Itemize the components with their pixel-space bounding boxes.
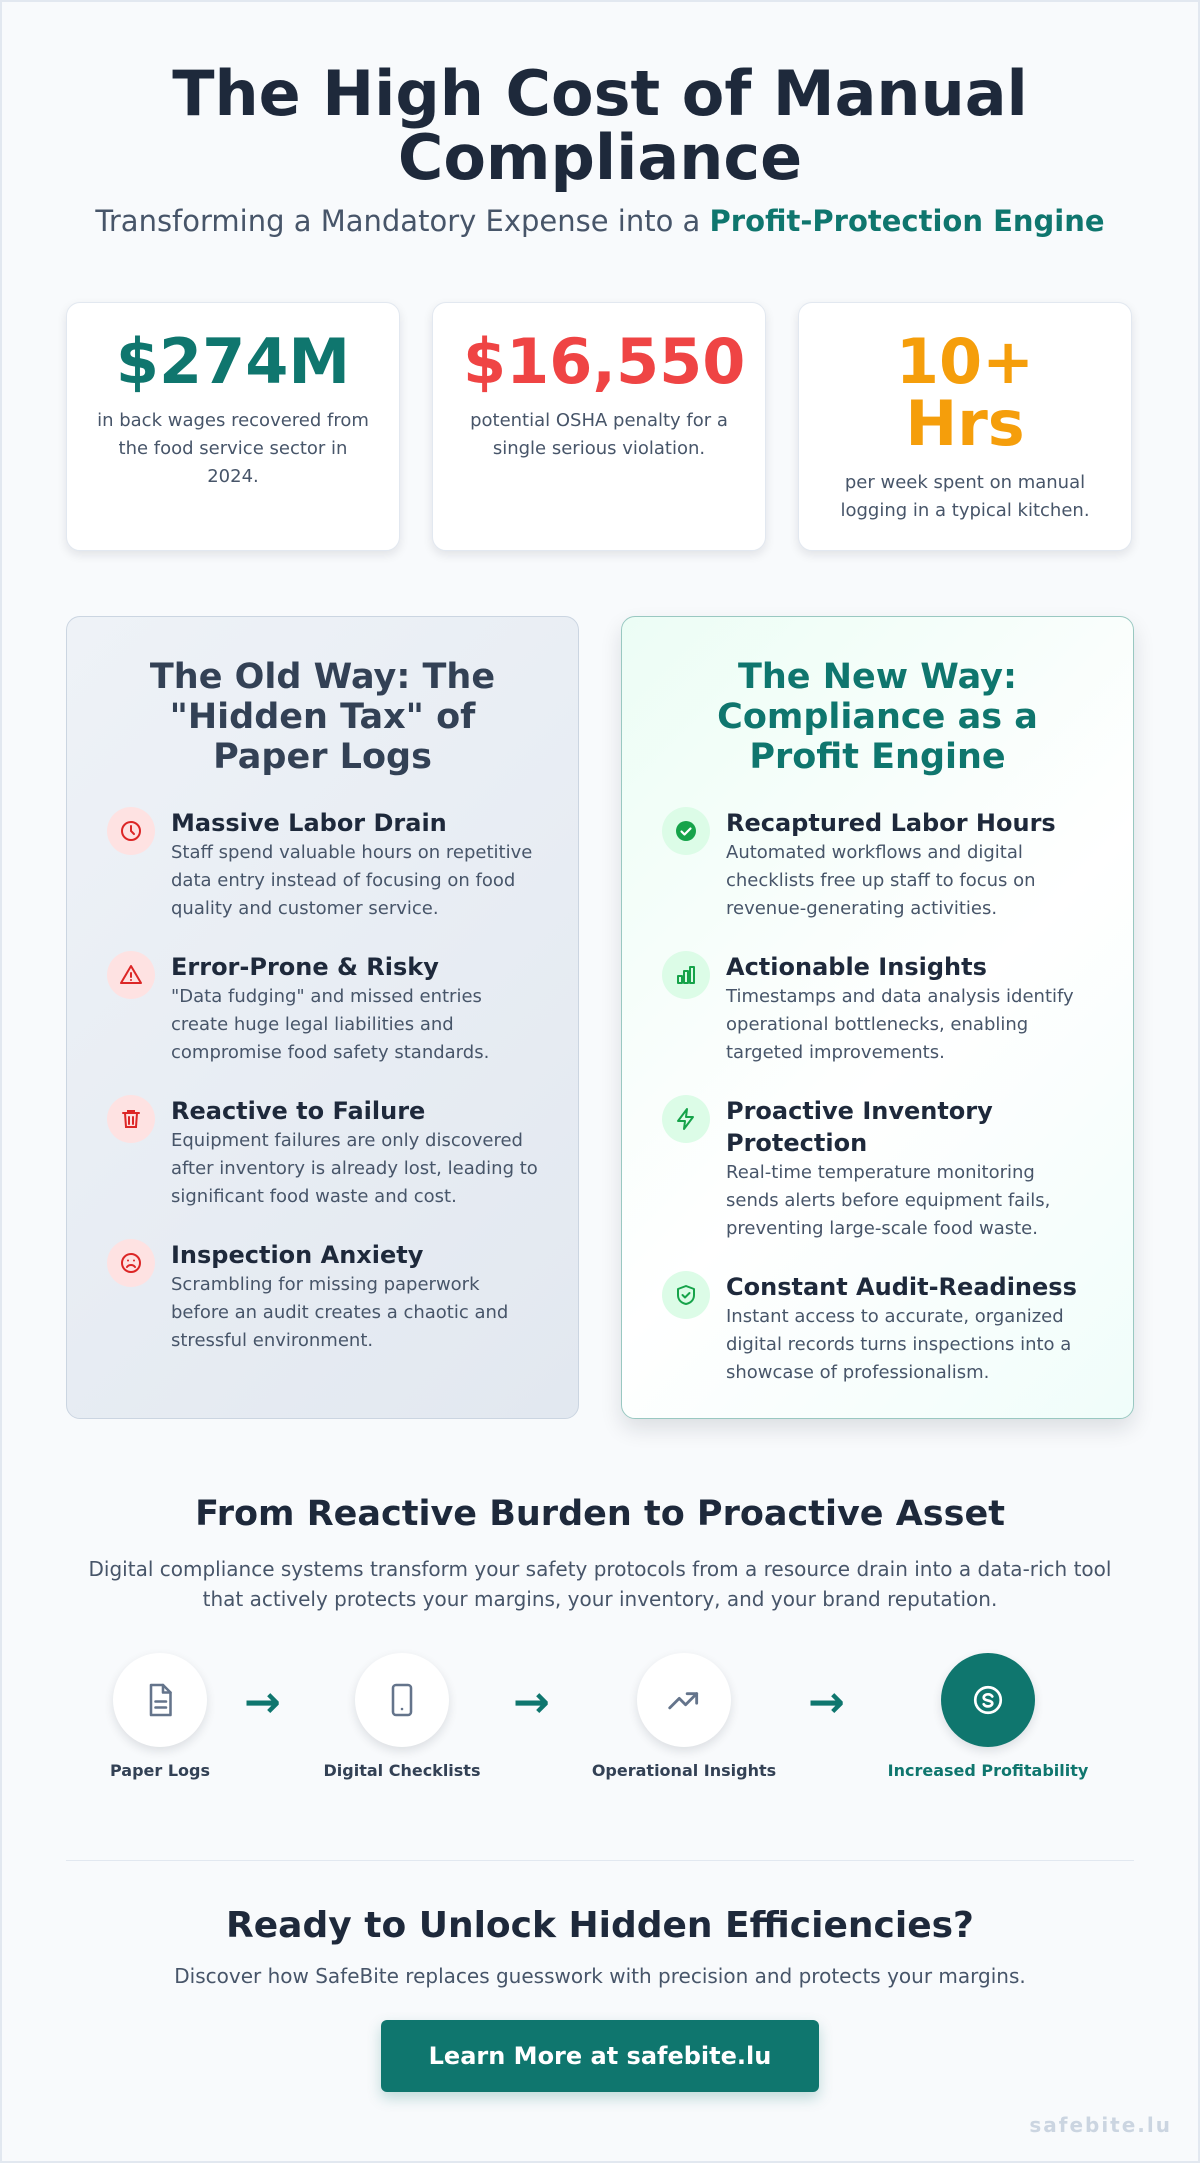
step-digital-checklists [302, 1653, 502, 1780]
item-description: "Data fudging" and missed entries create huge legal liabilities and compromise food safety standards. [171, 986, 490, 1063]
learn-more-button[interactable]: Learn More at safebite.lu [381, 2020, 819, 2092]
coin-icon [941, 1653, 1035, 1747]
stat-card-wages [66, 302, 400, 551]
item-description: Instant access to accurate, organized digital records turns inspections into a showcase of professionalism. [726, 1306, 1072, 1383]
stat-value: 10+ Hrs [895, 325, 1035, 460]
old-way-item [107, 807, 538, 923]
step-label: Operational Insights [591, 1761, 777, 1780]
subtitle-prefix: Transforming a Mandatory Expense into a [95, 204, 701, 238]
frown-icon [107, 1239, 155, 1287]
new-way-card [621, 616, 1134, 1419]
page-subtitle [0, 204, 1200, 238]
cta-title: Ready to Unlock Hidden Efficiencies? [226, 1905, 974, 1946]
item-title: Recaptured Labor Hours [726, 809, 1056, 837]
old-way-item [107, 951, 538, 1067]
tablet-icon [355, 1653, 449, 1747]
trend-up-icon [637, 1653, 731, 1747]
stat-value: $274M [115, 325, 351, 398]
warning-icon [107, 951, 155, 999]
old-way-item [107, 1239, 538, 1355]
step-increased-profitability [878, 1653, 1098, 1780]
stat-description: per week spent on manual logging in a typical kitchen. [840, 472, 1090, 521]
lightning-icon [662, 1095, 710, 1143]
stat-card-hours [798, 302, 1132, 551]
cta-section [0, 1905, 1200, 2092]
item-title: Constant Audit-Readiness [726, 1273, 1077, 1301]
journey-flow [0, 1653, 1200, 1793]
clock-icon [107, 807, 155, 855]
stats-row [66, 302, 1134, 551]
item-title: Error-Prone & Risky [171, 953, 439, 981]
step-label: Paper Logs [109, 1761, 211, 1780]
step-label: Digital Checklists [323, 1761, 481, 1780]
document-icon [113, 1653, 207, 1747]
subtitle-accent: Profit-Protection Engine [709, 204, 1105, 238]
arrow-icon: → [244, 1677, 281, 1728]
hero [0, 57, 1200, 238]
divider [66, 1860, 1134, 1861]
item-title: Proactive Inventory Protection [726, 1097, 993, 1157]
comparison [66, 616, 1134, 1419]
item-description: Timestamps and data analysis identify operational bottlenecks, enabling targeted improvements. [726, 986, 1074, 1063]
stat-value: $16,550 [463, 325, 746, 398]
arrow-icon: → [808, 1677, 845, 1728]
item-title: Reactive to Failure [171, 1097, 426, 1125]
bar-chart-icon [662, 951, 710, 999]
arrow-icon: → [513, 1677, 550, 1728]
item-title: Massive Labor Drain [171, 809, 447, 837]
journey-lead: Digital compliance systems transform your safety protocols from a resource drain into a data-rich tool that actively protects your margins, your inventory, and your brand reputation. [88, 1557, 1112, 1611]
new-way-item [662, 1095, 1093, 1243]
item-description: Equipment failures are only discovered after inventory is already lost, leading to significant food waste and cost. [171, 1130, 538, 1207]
watermark: safebite.lu [1029, 2113, 1172, 2137]
stat-description: in back wages recovered from the food service sector in 2024. [97, 410, 369, 487]
old-way-item [107, 1095, 538, 1211]
item-description: Real-time temperature monitoring sends alerts before equipment fails, preventing large-scale food waste. [726, 1162, 1051, 1239]
old-way-card [66, 616, 579, 1419]
trash-icon [107, 1095, 155, 1143]
stat-card-penalty [432, 302, 766, 551]
item-title: Actionable Insights [726, 953, 987, 981]
new-way-title: The New Way: Compliance as a Profit Engine [717, 657, 1038, 777]
item-description: Staff spend valuable hours on repetitive data entry instead of focusing on food quality and customer service. [171, 842, 533, 919]
cta-lead: Discover how SafeBite replaces guesswork with precision and protects your margins. [174, 1964, 1026, 1988]
step-paper-logs [60, 1653, 260, 1780]
old-way-title: The Old Way: The "Hidden Tax" of Paper Logs [149, 657, 496, 777]
journey-title: From Reactive Burden to Proactive Asset [195, 1494, 1005, 1534]
new-way-item [662, 1271, 1093, 1387]
step-label: Increased Profitability [887, 1761, 1089, 1780]
journey-section [0, 1494, 1200, 1614]
step-operational-insights [574, 1653, 794, 1780]
item-title: Inspection Anxiety [171, 1241, 424, 1269]
page-title: The High Cost of Manual Compliance [172, 57, 1028, 194]
stat-description: potential OSHA penalty for a single serious violation. [470, 410, 728, 459]
item-description: Automated workflows and digital checklists free up staff to focus on revenue-generating activities. [726, 842, 1036, 919]
item-description: Scrambling for missing paperwork before an audit creates a chaotic and stressful environment. [171, 1274, 509, 1351]
shield-check-icon [662, 1271, 710, 1319]
check-circle-icon [662, 807, 710, 855]
new-way-item [662, 951, 1093, 1067]
new-way-item [662, 807, 1093, 923]
